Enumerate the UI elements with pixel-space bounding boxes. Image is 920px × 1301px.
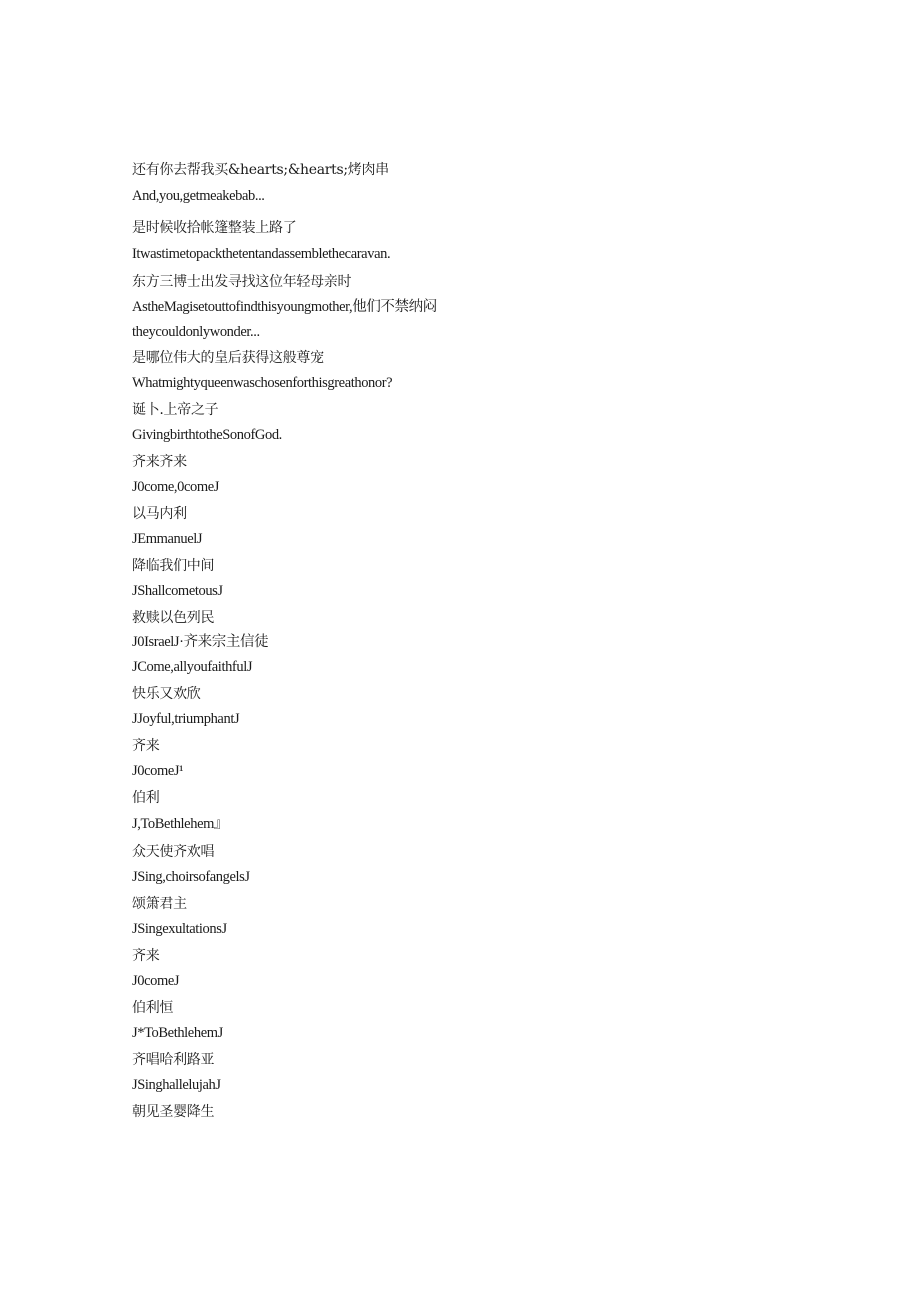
chinese-subtitle-line: 齐来齐来 xyxy=(132,454,187,470)
chinese-subtitle-line: 以马内利 xyxy=(132,506,187,522)
chinese-subtitle-line: 东方三博士出发寻找这位年轻母亲时 xyxy=(132,274,352,290)
english-subtitle-line: theycouldonlywonder... xyxy=(132,324,260,340)
chinese-subtitle-line: 齐来 xyxy=(132,738,160,754)
english-subtitle-line: JEmmanuelJ xyxy=(132,531,203,547)
chinese-subtitle-line: 还有你去帮我买&hearts;&hearts;烤肉串 xyxy=(132,162,389,178)
chinese-subtitle-line: 颂箫君主 xyxy=(132,896,187,912)
chinese-subtitle-line: 是哪位伟大的皇后获得这般尊宠 xyxy=(132,350,324,366)
english-subtitle-line: J0come,0comeJ xyxy=(132,479,220,495)
english-subtitle-line: AstheMagisetouttofindthisyoungmother,他们不禁纳闷 xyxy=(132,299,437,315)
chinese-subtitle-line: 伯利恒 xyxy=(132,1000,174,1016)
english-subtitle-line: J*ToBethlehemJ xyxy=(132,1025,223,1041)
chinese-subtitle-line: 众天使齐欢唱 xyxy=(132,844,215,860)
english-subtitle-line: JCome,allyoufaithfulJ xyxy=(132,659,253,675)
chinese-subtitle-line: 齐唱哈利路亚 xyxy=(132,1052,215,1068)
chinese-subtitle-line: 伯利 xyxy=(132,790,160,806)
english-subtitle-line: J0comeJ xyxy=(132,973,180,989)
english-subtitle-line: J,ToBethlehem』 xyxy=(132,816,229,832)
chinese-subtitle-line: 朝见圣婴降生 xyxy=(132,1104,215,1120)
english-subtitle-line: JJoyful,triumphantJ xyxy=(132,711,240,727)
chinese-subtitle-line: 诞卜.上帝之子 xyxy=(132,402,219,418)
chinese-subtitle-line: 救赎以色列民 xyxy=(132,610,215,626)
english-subtitle-line: JSingexultationsJ xyxy=(132,921,227,937)
english-subtitle-line: JSinghallelujahJ xyxy=(132,1077,221,1093)
english-subtitle-line: J0IsraelJ·齐来宗主信徒 xyxy=(132,634,269,650)
chinese-subtitle-line: 降临我们中间 xyxy=(132,558,215,574)
chinese-subtitle-line: 快乐又欢欣 xyxy=(132,686,201,702)
chinese-subtitle-line: 齐来 xyxy=(132,948,160,964)
english-subtitle-line: Itwastimetopackthetentandassemblethecaravan. xyxy=(132,246,391,262)
english-subtitle-line: And,you,getmeakebab... xyxy=(132,188,265,204)
english-subtitle-line: J0comeJ¹ xyxy=(132,763,184,779)
english-subtitle-line: Whatmightyqueenwaschosenforthisgreathonor? xyxy=(132,375,393,391)
chinese-subtitle-line: 是时候收拾帐篷整装上路了 xyxy=(132,220,297,236)
english-subtitle-line: GivingbirthtotheSonofGod. xyxy=(132,427,282,443)
english-subtitle-line: JSing,choirsofangelsJ xyxy=(132,869,250,885)
english-subtitle-line: JShallcometousJ xyxy=(132,583,223,599)
